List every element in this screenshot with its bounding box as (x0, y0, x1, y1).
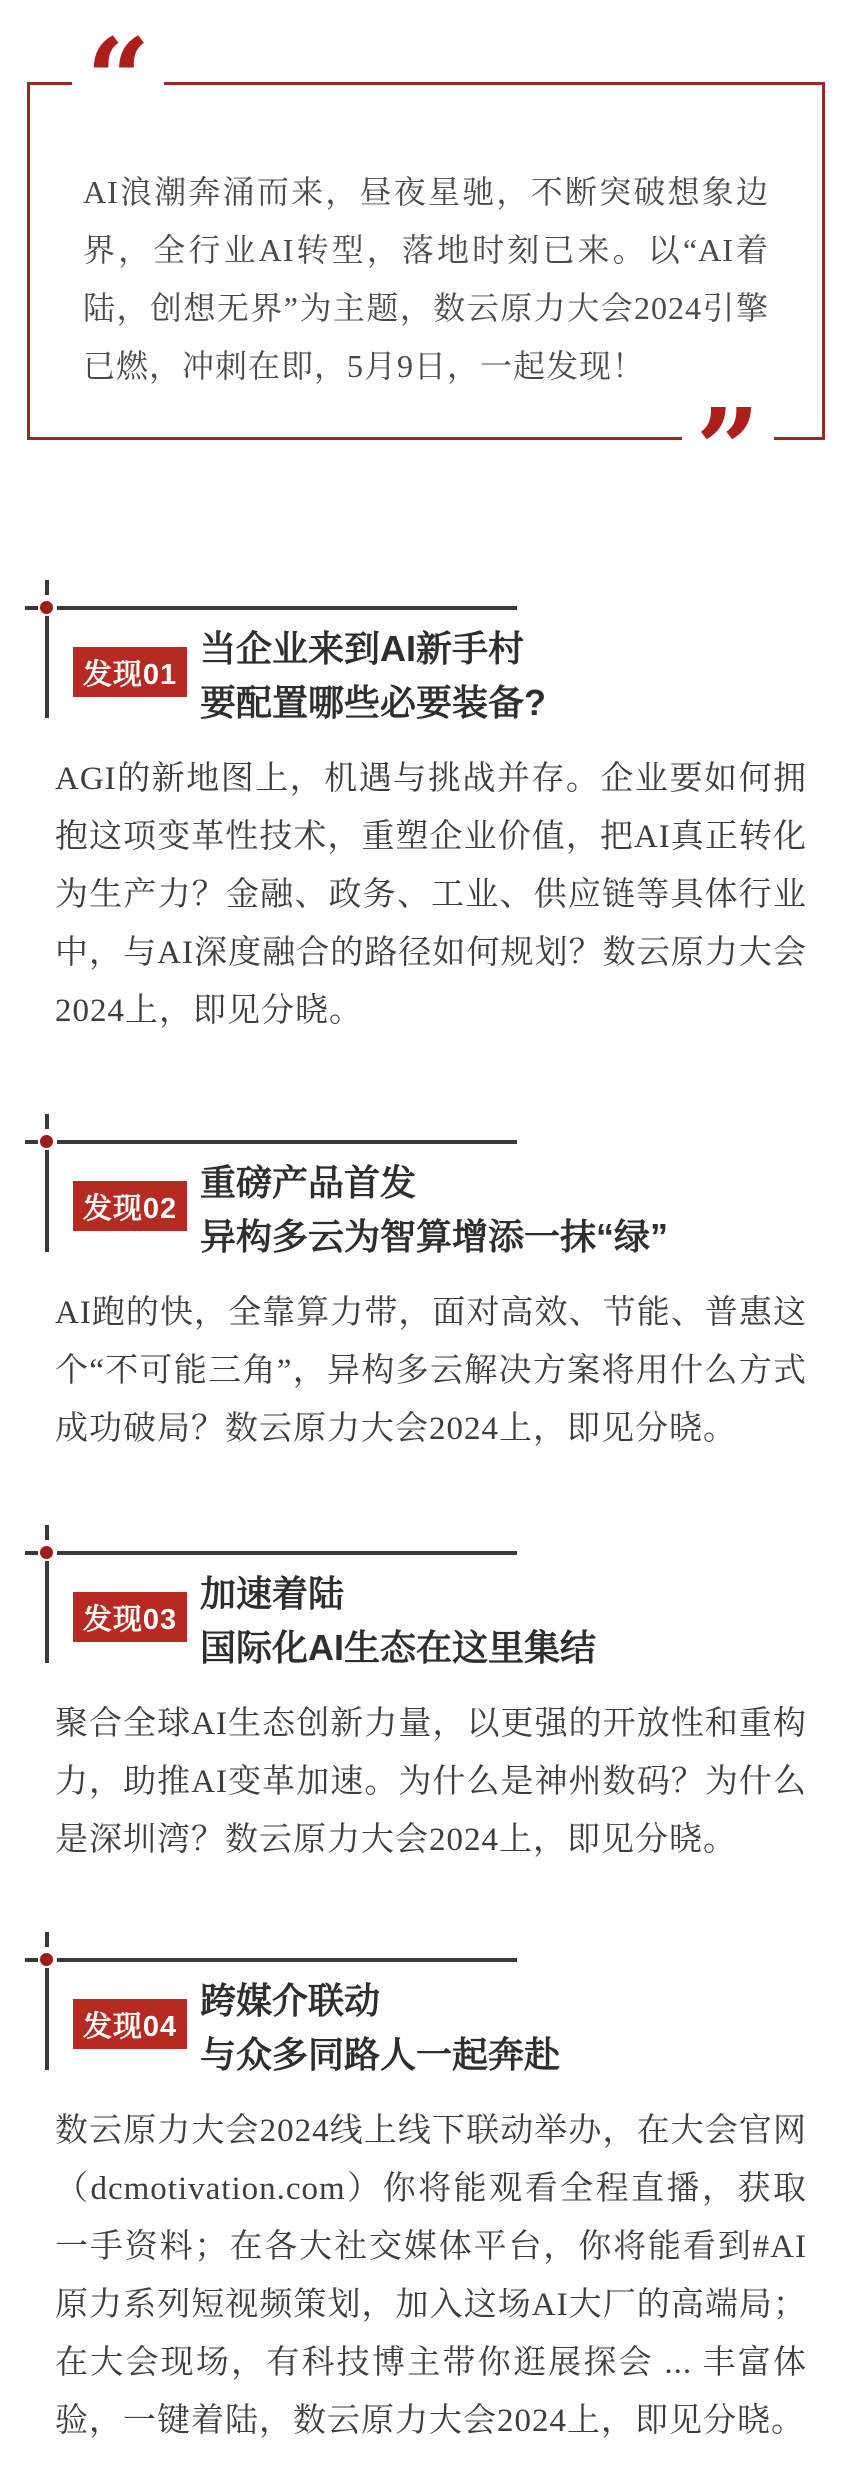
section-divider-line (57, 1958, 517, 1962)
timeline-vertical-line (45, 1561, 49, 1663)
section-heading-line2: 与众多同路人一起奔赴 (200, 2034, 561, 2075)
timeline-vertical-tick (45, 1114, 49, 1129)
timeline-dash (25, 1551, 38, 1555)
open-quote-icon: “ (72, 25, 164, 137)
discovery-badge: 发现02 (73, 1181, 187, 1231)
timeline-dot-icon (40, 1546, 53, 1559)
section-heading-line1: 当企业来到AI新手村 (200, 628, 525, 669)
section-heading-line2: 要配置哪些必要装备? (200, 682, 546, 723)
close-quote-icon: ” (682, 395, 774, 507)
lead-quote-box (27, 15, 825, 516)
timeline-dot-icon (40, 601, 53, 614)
discovery-badge: 发现01 (73, 647, 187, 697)
timeline-vertical-tick (45, 1932, 49, 1947)
timeline-vertical-line (45, 1150, 49, 1252)
section-divider-line (57, 1140, 517, 1144)
timeline-vertical-tick (45, 580, 49, 595)
section-divider-line (57, 606, 517, 610)
discovery-badge: 发现04 (73, 1999, 187, 2049)
section-heading (200, 622, 546, 730)
timeline-dash (25, 1958, 38, 1962)
section-heading-line1: 跨媒介联动 (200, 1980, 381, 2021)
section-body-text: AGI的新地图上，机遇与挑战并存。企业要如何拥抱这项变革性技术，重塑企业价值，把AI真正转化为生产力？金融、政务、工业、供应链等具体行业中，与AI深度融合的路径如何规划？数云原力大会2024上，即见分晓。 (55, 761, 807, 1029)
section-divider-line (57, 1551, 517, 1555)
discovery-badge: 发现03 (73, 1592, 187, 1642)
section-body-text: AI跑的快，全靠算力带，面对高效、节能、普惠这个“不可能三角”，异构多云解决方案将用什么方式成功破局？数云原力大会2024上，即见分晓。 (55, 1295, 807, 1447)
timeline-dot-icon (40, 1135, 53, 1148)
section-heading-line2: 异构多云为智算增添一抹“绿” (200, 1216, 669, 1257)
section-heading (200, 1567, 596, 1675)
section-body-text: 聚合全球AI生态创新力量，以更强的开放性和重构力，助推AI变革加速。为什么是神州数码？为什么是深圳湾？数云原力大会2024上，即见分晓。 (55, 1706, 807, 1858)
section-heading (200, 1156, 668, 1264)
timeline-dot-icon (40, 1953, 53, 1966)
section-heading (200, 1974, 560, 2082)
section-body-text: 数云原力大会2024线上线下联动举办，在大会官网（dcmotivation.com）你将能观看全程直播，获取一手资料；在各大社交媒体平台，你将能看到#AI原力系列短视频策划，加入这场AI大厂的高端局；在大会现场，有科技博主带你逛展探会 ... 丰富体验，一键着陆，数云原力大会2024上，即见分晓。 (55, 2113, 808, 2439)
timeline-vertical-line (45, 1968, 49, 2070)
timeline-dash (25, 606, 38, 610)
timeline-vertical-tick (45, 1525, 49, 1540)
lead-quote-text: AI浪潮奔涌而来，昼夜星驰，不断突破想象边界，全行业AI转型，落地时刻已来。以“AI着陆，创想无界”为主题，数云原力大会2024引擎已燃，冲刺在即，5月9日，一起发现！ (83, 174, 769, 384)
section-heading-line2: 国际化AI生态在这里集结 (200, 1627, 597, 1668)
timeline-vertical-line (45, 616, 49, 718)
timeline-dash (25, 1140, 38, 1144)
section-heading-line1: 重磅产品首发 (200, 1162, 417, 1203)
section-heading-line1: 加速着陆 (200, 1573, 345, 1614)
